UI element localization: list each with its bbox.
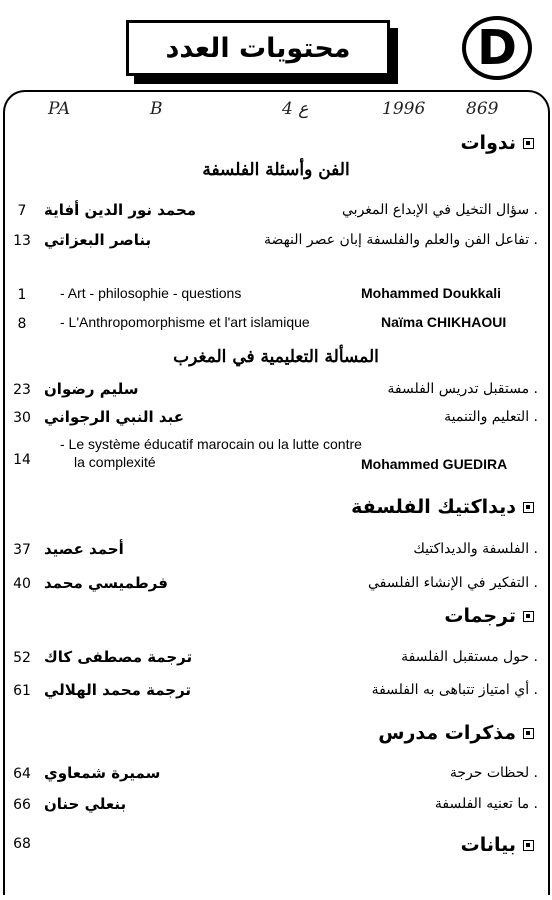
- subsection-education: المسألة التعليمية في المغرب: [173, 347, 379, 367]
- entry-page: 23: [13, 382, 31, 398]
- entry-title: . حول مستقبل الفلسفة: [401, 649, 538, 665]
- entry-title: - Le système éducatif marocain ou la lutte contre: [60, 436, 362, 452]
- page-title: محتويات العدد: [165, 32, 351, 64]
- entry-page: 30: [13, 410, 31, 426]
- section-title: مذكرات مدرس: [378, 722, 516, 744]
- entry-title: . التفكير في الإنشاء الفلسفي: [368, 575, 538, 591]
- section-mudhakkirat: [378, 722, 534, 744]
- entry-title: . التعليم والتنمية: [444, 409, 538, 425]
- entry-author: بنعلي حنان: [44, 795, 127, 813]
- entry-page: 14: [13, 452, 31, 468]
- entry-page: 37: [13, 542, 31, 558]
- entry-title: . لحظات حرجة: [449, 765, 538, 781]
- subsection-art: الفن وأسئلة الفلسفة: [202, 160, 350, 180]
- entry-author: سميرة شمعاوي: [44, 764, 161, 782]
- entry-page: 7: [17, 203, 27, 219]
- entry-title: . سؤال التخيل في الإبداع المغربي: [342, 202, 538, 218]
- square-bullet-icon: [523, 611, 534, 622]
- entry-title: - Art - philosophie - questions: [60, 285, 242, 301]
- handwritten-note: 4 ع: [282, 99, 309, 119]
- entry-title: - L'Anthropomorphisme et l'art islamique: [60, 314, 310, 330]
- entry-page: 64: [13, 766, 31, 782]
- entry-page: 61: [13, 683, 31, 699]
- handwritten-note: 869: [466, 99, 499, 119]
- section-title: ندوات: [460, 132, 516, 154]
- entry-author: أحمد عصيد: [44, 540, 124, 558]
- square-bullet-icon: [523, 502, 534, 513]
- entry-author: Mohammed GUEDIRA: [361, 456, 508, 472]
- section-nadawat: [460, 132, 534, 154]
- entry-page: 8: [17, 316, 27, 332]
- handwritten-note: B: [150, 99, 163, 119]
- entry-page: 52: [13, 650, 31, 666]
- entry-page: 13: [13, 233, 31, 249]
- entry-author: فرطميسي محمد: [44, 574, 168, 592]
- handwritten-note: PA: [48, 99, 71, 119]
- square-bullet-icon: [523, 138, 534, 149]
- title-box: [126, 20, 390, 76]
- logo-letter: D: [477, 20, 517, 76]
- section-title: ترجمات: [444, 605, 516, 627]
- entry-page: 40: [13, 576, 31, 592]
- entry-author: محمد نور الدين أفاية: [44, 201, 197, 219]
- entry-title-continued: la complexité: [74, 454, 156, 470]
- square-bullet-icon: [523, 728, 534, 739]
- entry-title: . ما تعنيه الفلسفة: [434, 796, 538, 812]
- section-tarjamat: [444, 605, 534, 627]
- entry-page: 1: [17, 287, 27, 303]
- entry-page: 66: [13, 797, 31, 813]
- section-title: بيانات: [460, 834, 516, 856]
- entry-title: . أي امتياز تتباهى به الفلسفة: [371, 682, 538, 698]
- entry-title: . تفاعل الفن والعلم والفلسفة إبان عصر النهضة: [263, 232, 538, 248]
- entry-author: Naïma CHIKHAOUI: [381, 314, 507, 330]
- entry-author: بناصر البعزاتي: [44, 231, 152, 249]
- entry-author: عبد النبي الرجواني: [44, 408, 184, 426]
- entry-title: . مستقبل تدريس الفلسفة: [387, 381, 538, 397]
- section-title: ديداكتيك الفلسفة: [351, 496, 516, 518]
- logo: [462, 16, 532, 80]
- section-didactique: [351, 496, 534, 518]
- entry-author: سليم رضوان: [44, 380, 139, 398]
- entry-title: . الفلسفة والديداكتيك: [413, 541, 538, 557]
- entry-author: Mohammed Doukkali: [361, 285, 502, 301]
- section-bayanat: [461, 834, 534, 856]
- entry-author: ترجمة محمد الهلالي: [44, 681, 192, 699]
- handwritten-note: 1996: [382, 99, 426, 119]
- entry-author: ترجمة مصطفى كاك: [44, 648, 193, 666]
- square-bullet-icon: [523, 840, 534, 851]
- entry-page: 68: [13, 836, 31, 852]
